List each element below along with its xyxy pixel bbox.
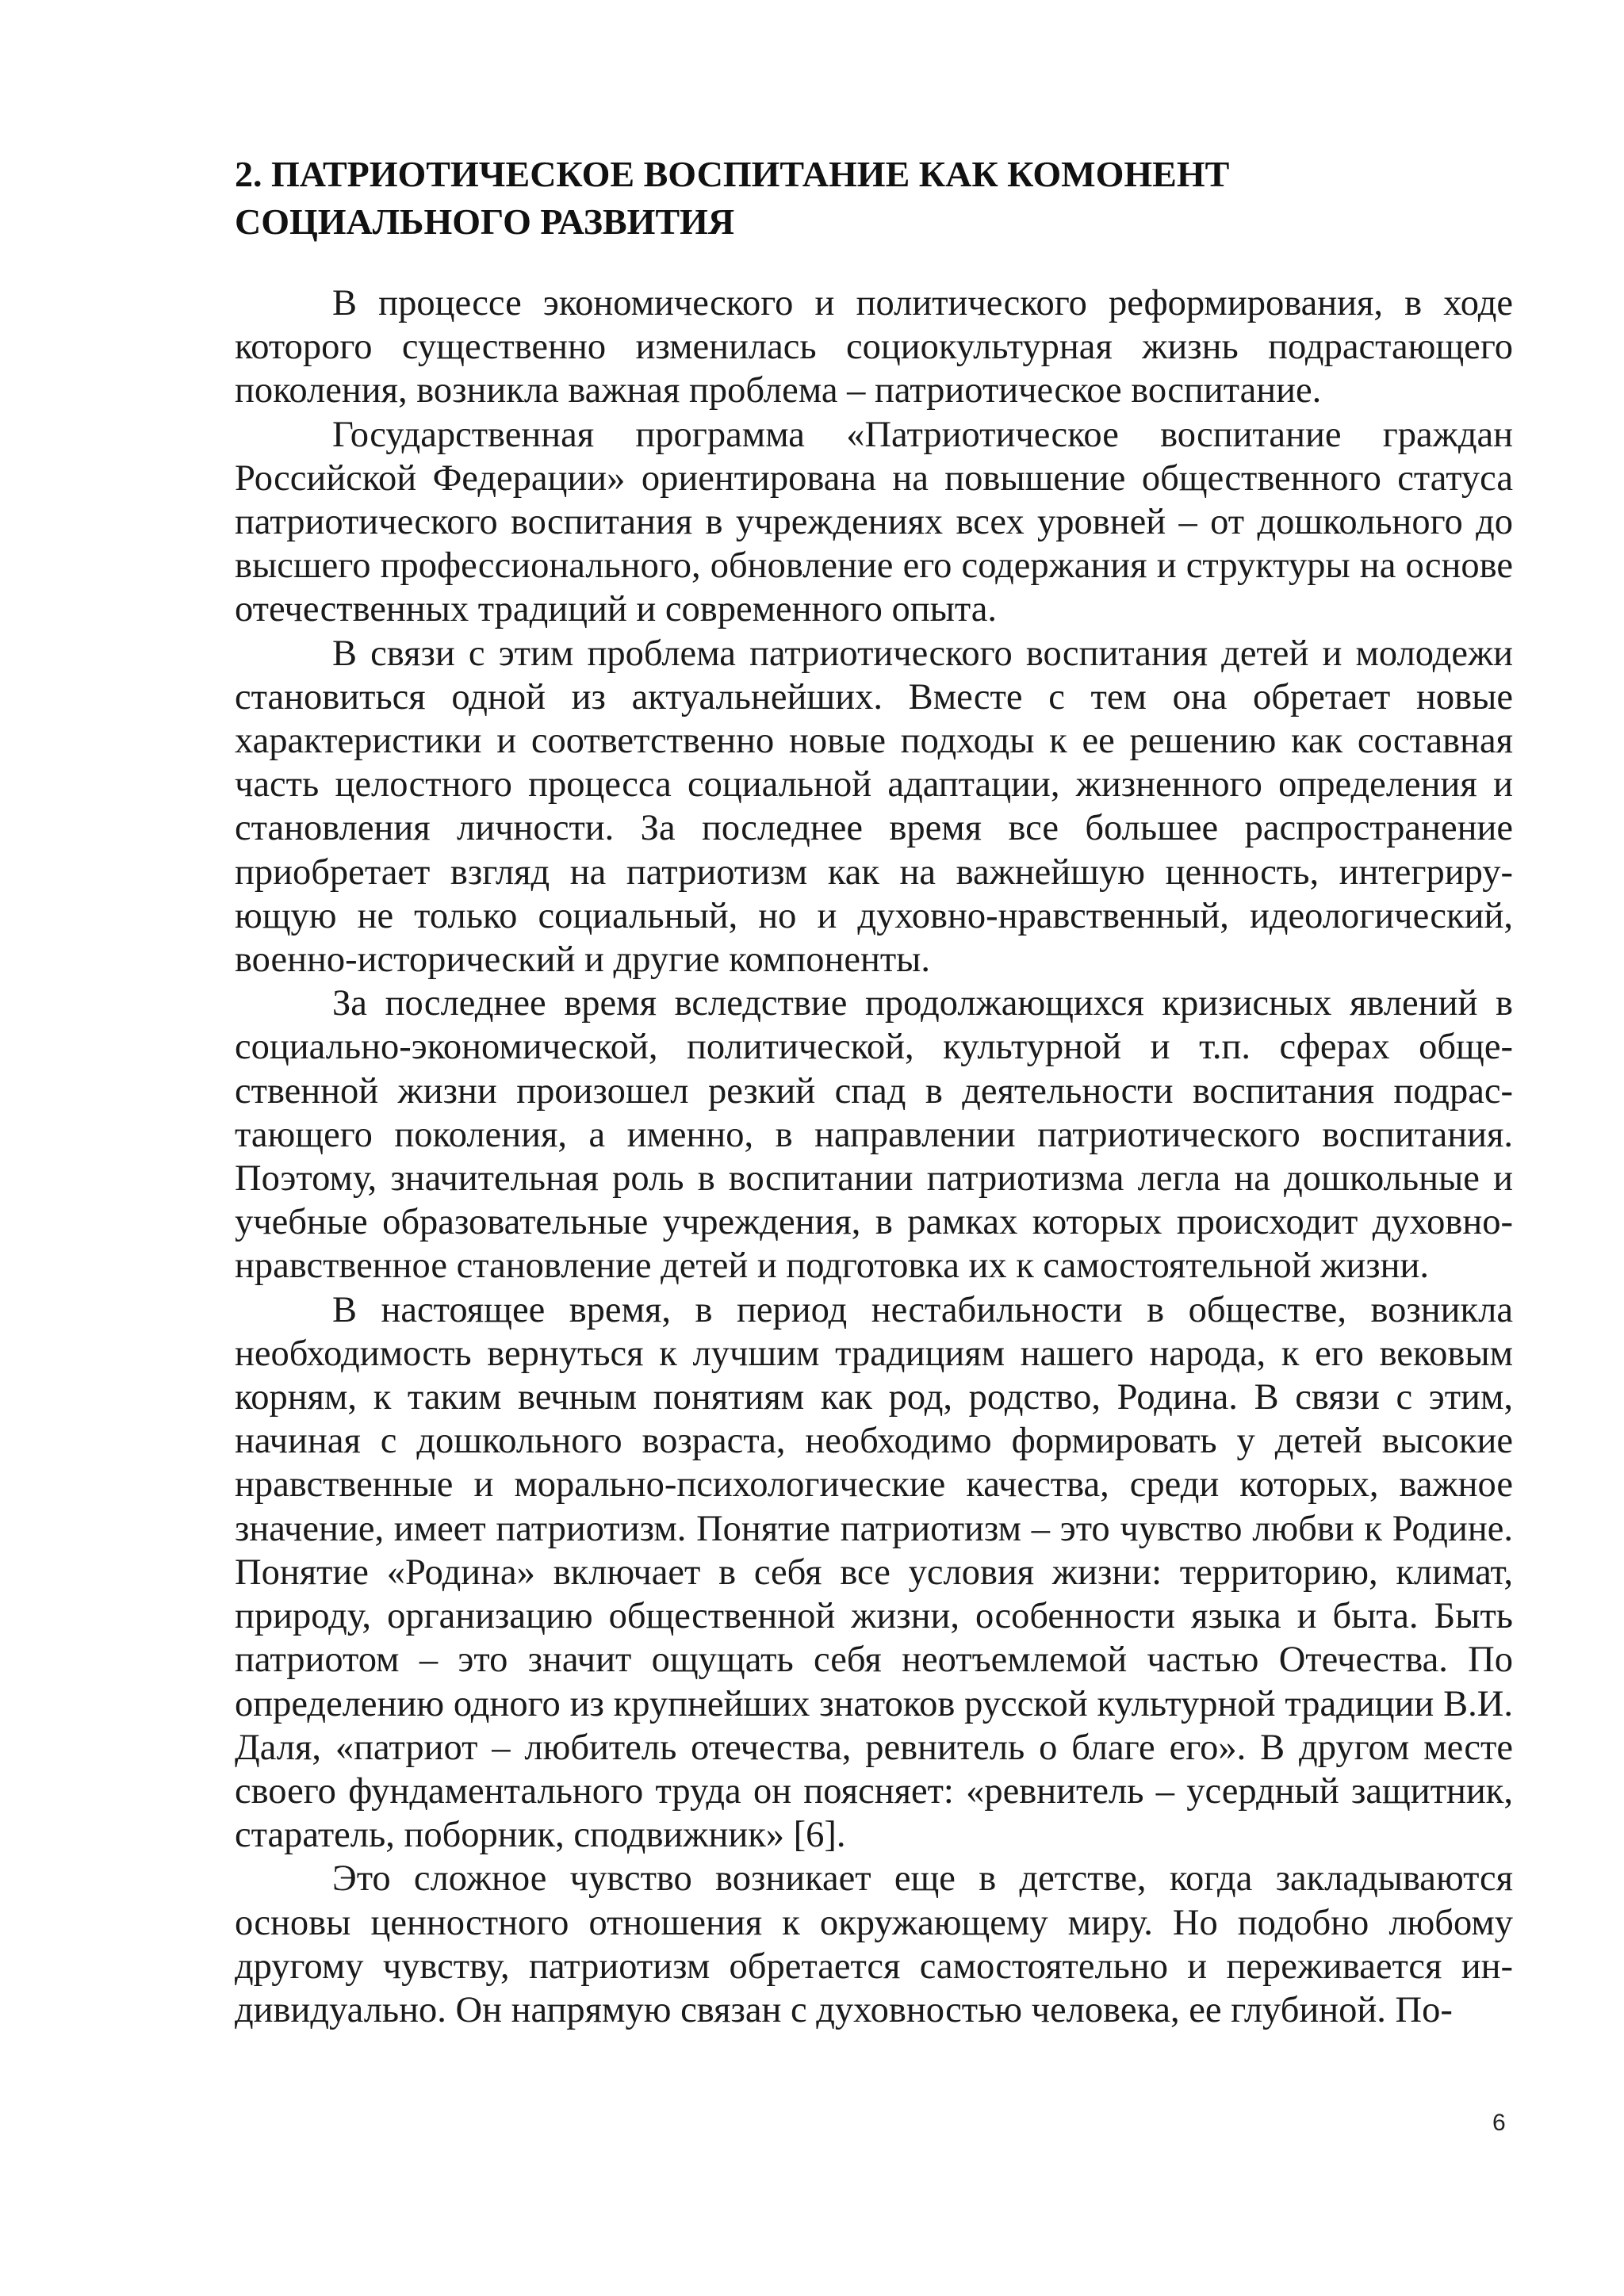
body-text	[235, 281, 1513, 2032]
section-heading-line-2: СОЦИАЛЬНОГО РАЗВИТИЯ	[235, 201, 735, 242]
paragraph: Государственная программа «Патриотическое воспитание граждан Российской Федерации» ориентирована на повышение общественного статуса патриотического воспитания в учреждениях всех уровней – от дошкольного до высшего профессионального, обновление его содержания и структуры на основе отечественных традиций и современного опыта.	[235, 414, 1513, 630]
section-heading	[235, 151, 1424, 246]
paragraph: За последнее время вследствие продолжающихся кризисных явлений в социально-экономической, политической, культурной и т.п. сферах общественной жизни произошел резкий спад в деятельности воспитания подрастающего поколения, а именно, в направлении патриотического воспитания. Поэтому, значительная роль в воспитании патриотизма легла на дошкольные и учебные образовательные учреждения, в рамках которых происходит духовно-нравственное становление детей и подготовка их к самостоятельной жизни.	[235, 983, 1513, 1287]
section-heading-line-1: 2. ПАТРИОТИЧЕСКОЕ ВОСПИТАНИЕ КАК КОМОНЕНТ	[235, 154, 1230, 194]
paragraph: В процессе экономического и политического реформирования, в ходе которого существенно изменилась социокультурная жизнь подрастающего поколения, возникла важная проблема – патриотическое воспитание.	[235, 283, 1513, 411]
paragraph: В связи с этим проблема патриотического воспитания детей и молодежи становиться одной из актуальнейших. Вместе с тем она обретает новые характеристики и соответственно новые подходы к ее решению как составная часть целостного процесса социальной адаптации, жизненного определения и становления личности. За последнее время все большее распространение приобретает взгляд на патриотизм как на важнейшую ценность, интегрирующую не только социальный, но и духовно-нравственный, идеологический, военно-исторический и другие компоненты.	[235, 633, 1513, 981]
page-number: 6	[1492, 2110, 1506, 2136]
paragraph: В настоящее время, в период нестабильности в обществе, возникла необходимость вернуться к лучшим традициям нашего народа, к его вековым корням, к таким вечным понятиям как род, родство, Родина. В связи с этим, начиная с дошкольного возраста, необходимо формировать у детей высокие нравственные и морально-психологические качества, среди которых, важное значение, имеет патриотизм. Понятие патриотизм – это чувство любви к Родине. Понятие «Родина» включает в себя все условия жизни: территорию, климат, природу, организацию общественной жизни, особенности языка и быта. Быть патриотом – это значит ощущать себя неотъемлемой частью Отечества. По определению одного из крупнейших знатоков русской культурной традиции В.И. Даля, «патриот – любитель отечества, ревнитель о благе его». В другом месте своего фундаментального труда он поясняет: «ревнитель – усердный защитник, старатель, поборник, сподвижник» [6].	[235, 1289, 1513, 1856]
paragraph: Это сложное чувство возникает еще в детстве, когда закладываются основы ценностного отношения к окружающему миру. Но подобно любому другому чувству, патриотизм обретается самостоятельно и переживается индивидуально. Он напрямую связан с духовностью человека, ее глубиной. По-	[235, 1858, 1513, 2030]
